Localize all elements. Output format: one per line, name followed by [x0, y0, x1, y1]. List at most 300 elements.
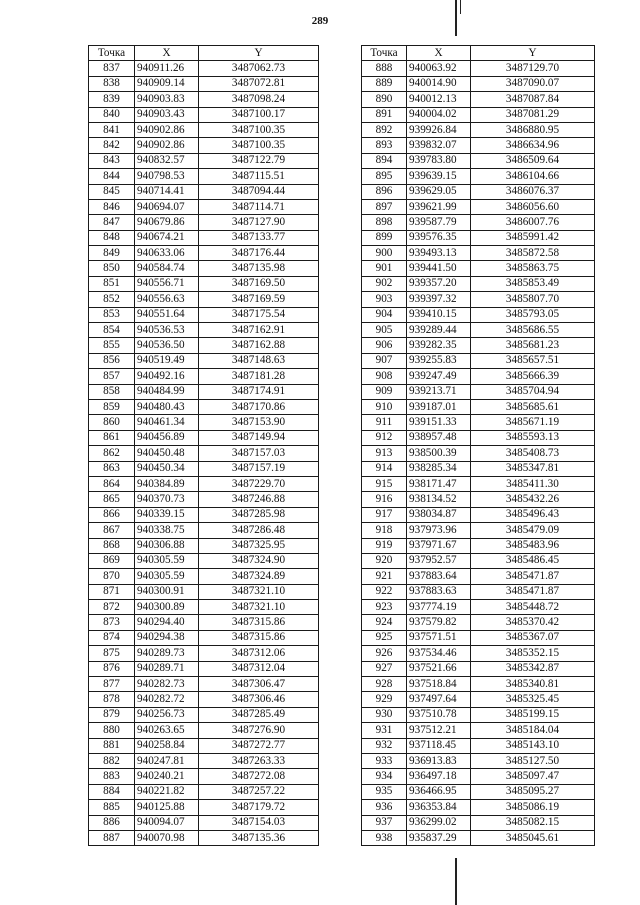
cell-x: 939289.44 — [407, 323, 471, 338]
cell-y: 3487169.59 — [199, 292, 319, 307]
table-row — [362, 692, 595, 707]
cell-x: 940480.43 — [135, 399, 199, 414]
cell-x: 940902.86 — [135, 138, 199, 153]
cell-y: 3485082.15 — [471, 815, 595, 830]
header-point: Точка — [362, 46, 407, 61]
cell-point: 880 — [89, 723, 135, 738]
table-row — [362, 661, 595, 676]
cell-point: 874 — [89, 630, 135, 645]
cell-x: 936497.18 — [407, 769, 471, 784]
cell-point: 893 — [362, 138, 407, 153]
cell-x: 940384.89 — [135, 476, 199, 491]
cell-point: 868 — [89, 538, 135, 553]
cell-point: 914 — [362, 461, 407, 476]
cell-point: 924 — [362, 615, 407, 630]
cell-point: 853 — [89, 307, 135, 322]
cell-point: 925 — [362, 630, 407, 645]
cell-point: 901 — [362, 261, 407, 276]
cell-y: 3487087.84 — [471, 92, 595, 107]
cell-y: 3487312.04 — [199, 661, 319, 676]
cell-x: 940305.59 — [135, 569, 199, 584]
cell-y: 3485342.87 — [471, 661, 595, 676]
table-row — [89, 107, 319, 122]
cell-x: 939783.80 — [407, 153, 471, 168]
cell-y: 3485045.61 — [471, 830, 595, 845]
cell-y: 3485681.23 — [471, 338, 595, 353]
cell-y: 3485471.87 — [471, 584, 595, 599]
cell-y: 3487306.46 — [199, 692, 319, 707]
table-row — [362, 230, 595, 245]
cell-y: 3487174.91 — [199, 384, 319, 399]
cell-y: 3487133.77 — [199, 230, 319, 245]
cell-point: 906 — [362, 338, 407, 353]
cell-y: 3487090.07 — [471, 76, 595, 91]
cell-point: 872 — [89, 600, 135, 615]
cell-y: 3487098.24 — [199, 92, 319, 107]
table-row — [89, 461, 319, 476]
cell-point: 935 — [362, 784, 407, 799]
cell-point: 881 — [89, 738, 135, 753]
cell-point: 854 — [89, 323, 135, 338]
cell-x: 940492.16 — [135, 369, 199, 384]
cell-y: 3485853.49 — [471, 276, 595, 291]
cell-point: 838 — [89, 76, 135, 91]
table-row — [89, 800, 319, 815]
cell-y: 3485199.15 — [471, 707, 595, 722]
cell-x: 938134.52 — [407, 492, 471, 507]
table-row — [89, 677, 319, 692]
cell-x: 940903.43 — [135, 107, 199, 122]
cell-y: 3487149.94 — [199, 430, 319, 445]
table-row — [362, 584, 595, 599]
cell-point: 922 — [362, 584, 407, 599]
table-row — [362, 292, 595, 307]
page-number: 289 — [311, 15, 329, 27]
table-row — [362, 707, 595, 722]
cell-x: 940911.26 — [135, 61, 199, 76]
table-row — [89, 153, 319, 168]
table-row — [89, 230, 319, 245]
table-row — [89, 122, 319, 137]
cell-x: 940306.88 — [135, 538, 199, 553]
table-row — [89, 292, 319, 307]
header-y: Y — [471, 46, 595, 61]
table-row — [89, 692, 319, 707]
cell-y: 3485686.55 — [471, 323, 595, 338]
cell-x: 940584.74 — [135, 261, 199, 276]
table-row — [362, 415, 595, 430]
cell-y: 3485127.50 — [471, 753, 595, 768]
cell-y: 3487081.29 — [471, 107, 595, 122]
cell-y: 3487306.47 — [199, 677, 319, 692]
cell-y: 3485352.15 — [471, 646, 595, 661]
cell-point: 875 — [89, 646, 135, 661]
table-row — [89, 261, 319, 276]
cell-x: 937774.19 — [407, 600, 471, 615]
cell-point: 850 — [89, 261, 135, 276]
cell-y: 3485367.07 — [471, 630, 595, 645]
cell-x: 939629.05 — [407, 184, 471, 199]
cell-x: 940694.07 — [135, 199, 199, 214]
cell-y: 3485086.19 — [471, 800, 595, 815]
cell-y: 3487315.86 — [199, 615, 319, 630]
cell-y: 3487122.79 — [199, 153, 319, 168]
header-y: Y — [199, 46, 319, 61]
table-row — [89, 61, 319, 76]
table-row — [362, 76, 595, 91]
cell-point: 902 — [362, 276, 407, 291]
cell-y: 3485479.09 — [471, 523, 595, 538]
table-row — [362, 507, 595, 522]
cell-point: 895 — [362, 169, 407, 184]
cell-y: 3485666.39 — [471, 369, 595, 384]
cell-point: 840 — [89, 107, 135, 122]
cell-y: 3485685.61 — [471, 399, 595, 414]
cell-x: 937510.78 — [407, 707, 471, 722]
table-row — [89, 276, 319, 291]
cell-x: 940240.21 — [135, 769, 199, 784]
table-row — [362, 138, 595, 153]
cell-point: 856 — [89, 353, 135, 368]
cell-x: 937518.84 — [407, 677, 471, 692]
cell-x: 939587.79 — [407, 215, 471, 230]
cell-y: 3485863.75 — [471, 261, 595, 276]
cell-point: 916 — [362, 492, 407, 507]
cell-point: 913 — [362, 446, 407, 461]
cell-y: 3485657.51 — [471, 353, 595, 368]
table-row — [362, 492, 595, 507]
cell-y: 3487272.77 — [199, 738, 319, 753]
cell-y: 3487114.71 — [199, 199, 319, 214]
cell-point: 887 — [89, 830, 135, 845]
table-row — [89, 815, 319, 830]
table-row — [362, 615, 595, 630]
cell-x: 940294.38 — [135, 630, 199, 645]
table-row — [89, 446, 319, 461]
cell-y: 3485325.45 — [471, 692, 595, 707]
cell-x: 940798.53 — [135, 169, 199, 184]
cell-x: 935837.29 — [407, 830, 471, 845]
table-row — [362, 153, 595, 168]
table-row — [89, 553, 319, 568]
binding-mark-top-thin — [460, 0, 461, 14]
table-row — [362, 600, 595, 615]
cell-y: 3485411.30 — [471, 476, 595, 491]
cell-x: 940633.06 — [135, 246, 199, 261]
table-row — [362, 569, 595, 584]
cell-x: 940450.34 — [135, 461, 199, 476]
cell-point: 918 — [362, 523, 407, 538]
cell-y: 3485704.94 — [471, 384, 595, 399]
table-row — [362, 646, 595, 661]
cell-point: 931 — [362, 723, 407, 738]
table-row — [89, 584, 319, 599]
table-row — [89, 753, 319, 768]
cell-point: 898 — [362, 215, 407, 230]
coordinates-table-right — [361, 45, 595, 846]
table-row — [362, 769, 595, 784]
header-x: X — [407, 46, 471, 61]
cell-y: 3487148.63 — [199, 353, 319, 368]
table-row — [89, 199, 319, 214]
cell-point: 864 — [89, 476, 135, 491]
cell-x: 940679.86 — [135, 215, 199, 230]
cell-x: 940338.75 — [135, 523, 199, 538]
table-row — [362, 523, 595, 538]
cell-y: 3487312.06 — [199, 646, 319, 661]
cell-point: 858 — [89, 384, 135, 399]
cell-y: 3487321.10 — [199, 584, 319, 599]
cell-y: 3487246.88 — [199, 492, 319, 507]
cell-y: 3485184.04 — [471, 723, 595, 738]
cell-y: 3487162.91 — [199, 323, 319, 338]
cell-y: 3487263.33 — [199, 753, 319, 768]
cell-point: 877 — [89, 677, 135, 692]
cell-y: 3485095.27 — [471, 784, 595, 799]
table-row — [89, 215, 319, 230]
cell-x: 938034.87 — [407, 507, 471, 522]
cell-point: 936 — [362, 800, 407, 815]
cell-point: 890 — [362, 92, 407, 107]
cell-point: 867 — [89, 523, 135, 538]
cell-y: 3487325.95 — [199, 538, 319, 553]
cell-y: 3487157.03 — [199, 446, 319, 461]
cell-x: 939247.49 — [407, 369, 471, 384]
cell-point: 892 — [362, 122, 407, 137]
cell-point: 929 — [362, 692, 407, 707]
cell-y: 3487181.28 — [199, 369, 319, 384]
cell-y: 3486056.60 — [471, 199, 595, 214]
table-row — [89, 769, 319, 784]
cell-x: 936299.02 — [407, 815, 471, 830]
cell-x: 940714.41 — [135, 184, 199, 199]
cell-y: 3485347.81 — [471, 461, 595, 476]
cell-point: 861 — [89, 430, 135, 445]
table-header-row — [362, 46, 595, 61]
cell-x: 939357.20 — [407, 276, 471, 291]
table-row — [362, 784, 595, 799]
cell-point: 889 — [362, 76, 407, 91]
cell-y: 3485448.72 — [471, 600, 595, 615]
cell-y: 3486634.96 — [471, 138, 595, 153]
cell-point: 878 — [89, 692, 135, 707]
cell-x: 937883.64 — [407, 569, 471, 584]
cell-point: 871 — [89, 584, 135, 599]
table-row — [89, 738, 319, 753]
cell-y: 3485593.13 — [471, 430, 595, 445]
cell-x: 939926.84 — [407, 122, 471, 137]
table-row — [362, 107, 595, 122]
cell-point: 873 — [89, 615, 135, 630]
cell-x: 940519.49 — [135, 353, 199, 368]
cell-x: 940070.98 — [135, 830, 199, 845]
table-row — [362, 61, 595, 76]
cell-x: 940289.71 — [135, 661, 199, 676]
table-row — [362, 169, 595, 184]
cell-y: 3487062.73 — [199, 61, 319, 76]
cell-y: 3487175.54 — [199, 307, 319, 322]
cell-point: 897 — [362, 199, 407, 214]
cell-x: 939639.15 — [407, 169, 471, 184]
table-row — [362, 461, 595, 476]
cell-point: 839 — [89, 92, 135, 107]
cell-point: 841 — [89, 122, 135, 137]
table-row — [89, 784, 319, 799]
cell-point: 923 — [362, 600, 407, 615]
cell-point: 912 — [362, 430, 407, 445]
cell-x: 937883.63 — [407, 584, 471, 599]
cell-x: 940903.83 — [135, 92, 199, 107]
cell-y: 3487286.48 — [199, 523, 319, 538]
table-row — [89, 723, 319, 738]
table-row — [362, 553, 595, 568]
cell-point: 938 — [362, 830, 407, 845]
cell-y: 3487176.44 — [199, 246, 319, 261]
table-row — [362, 446, 595, 461]
table-row — [89, 492, 319, 507]
cell-x: 937512.21 — [407, 723, 471, 738]
cell-y: 3487272.08 — [199, 769, 319, 784]
cell-x: 940556.63 — [135, 292, 199, 307]
binding-mark-bottom — [455, 858, 457, 905]
cell-y: 3486509.64 — [471, 153, 595, 168]
cell-point: 883 — [89, 769, 135, 784]
cell-y: 3486880.95 — [471, 122, 595, 137]
cell-x: 940094.07 — [135, 815, 199, 830]
cell-point: 932 — [362, 738, 407, 753]
cell-point: 882 — [89, 753, 135, 768]
table-row — [362, 122, 595, 137]
cell-y: 3487324.89 — [199, 569, 319, 584]
cell-y: 3487169.50 — [199, 276, 319, 291]
table-row — [362, 815, 595, 830]
cell-y: 3485340.81 — [471, 677, 595, 692]
table-row — [89, 138, 319, 153]
cell-x: 937521.66 — [407, 661, 471, 676]
cell-point: 926 — [362, 646, 407, 661]
cell-point: 917 — [362, 507, 407, 522]
cell-y: 3485370.42 — [471, 615, 595, 630]
table-row — [362, 723, 595, 738]
cell-x: 940305.59 — [135, 553, 199, 568]
cell-x: 940289.73 — [135, 646, 199, 661]
cell-x: 936913.83 — [407, 753, 471, 768]
cell-point: 842 — [89, 138, 135, 153]
cell-point: 859 — [89, 399, 135, 414]
table-row — [89, 399, 319, 414]
cell-x: 940536.50 — [135, 338, 199, 353]
cell-x: 937579.82 — [407, 615, 471, 630]
table-row — [89, 307, 319, 322]
cell-x: 937952.57 — [407, 553, 471, 568]
cell-point: 863 — [89, 461, 135, 476]
table-row — [89, 600, 319, 615]
cell-y: 3487229.70 — [199, 476, 319, 491]
header-point: Точка — [89, 46, 135, 61]
cell-point: 903 — [362, 292, 407, 307]
cell-point: 884 — [89, 784, 135, 799]
cell-point: 845 — [89, 184, 135, 199]
cell-point: 852 — [89, 292, 135, 307]
cell-point: 915 — [362, 476, 407, 491]
cell-x: 937497.64 — [407, 692, 471, 707]
cell-y: 3487072.81 — [199, 76, 319, 91]
cell-x: 940536.53 — [135, 323, 199, 338]
cell-point: 866 — [89, 507, 135, 522]
cell-point: 910 — [362, 399, 407, 414]
cell-y: 3487285.98 — [199, 507, 319, 522]
cell-point: 837 — [89, 61, 135, 76]
cell-point: 934 — [362, 769, 407, 784]
table-row — [89, 384, 319, 399]
cell-point: 886 — [89, 815, 135, 830]
cell-x: 937118.45 — [407, 738, 471, 753]
cell-y: 3485471.87 — [471, 569, 595, 584]
table-row — [362, 830, 595, 845]
cell-x: 937534.46 — [407, 646, 471, 661]
table-row — [362, 246, 595, 261]
table-row — [89, 169, 319, 184]
cell-x: 940063.92 — [407, 61, 471, 76]
cell-y: 3487100.17 — [199, 107, 319, 122]
cell-point: 860 — [89, 415, 135, 430]
cell-point: 843 — [89, 153, 135, 168]
table-row — [89, 538, 319, 553]
cell-y: 3487170.86 — [199, 399, 319, 414]
table-row — [362, 184, 595, 199]
table-row — [362, 338, 595, 353]
cell-y: 3487179.72 — [199, 800, 319, 815]
cell-x: 940012.13 — [407, 92, 471, 107]
cell-y: 3485496.43 — [471, 507, 595, 522]
table-row — [89, 369, 319, 384]
cell-y: 3485432.26 — [471, 492, 595, 507]
cell-point: 930 — [362, 707, 407, 722]
cell-y: 3487257.22 — [199, 784, 319, 799]
cell-x: 940258.84 — [135, 738, 199, 753]
cell-x: 939621.99 — [407, 199, 471, 214]
cell-point: 857 — [89, 369, 135, 384]
table-row — [89, 569, 319, 584]
table-row — [89, 523, 319, 538]
table-row — [89, 92, 319, 107]
cell-x: 940551.64 — [135, 307, 199, 322]
cell-x: 940221.82 — [135, 784, 199, 799]
cell-y: 3487129.70 — [471, 61, 595, 76]
cell-x: 938171.47 — [407, 476, 471, 491]
cell-x: 939410.15 — [407, 307, 471, 322]
cell-x: 940456.89 — [135, 430, 199, 445]
cell-y: 3485143.10 — [471, 738, 595, 753]
cell-y: 3487154.03 — [199, 815, 319, 830]
cell-y: 3487324.90 — [199, 553, 319, 568]
table-row — [89, 646, 319, 661]
table-row — [362, 92, 595, 107]
table-row — [362, 215, 595, 230]
cell-x: 938500.39 — [407, 446, 471, 461]
table-body-right — [362, 61, 595, 846]
cell-point: 904 — [362, 307, 407, 322]
cell-y: 3485486.45 — [471, 553, 595, 568]
table-row — [362, 307, 595, 322]
cell-y: 3487135.36 — [199, 830, 319, 845]
table-header-row — [89, 46, 319, 61]
cell-point: 905 — [362, 323, 407, 338]
cell-x: 940450.48 — [135, 446, 199, 461]
cell-y: 3487100.35 — [199, 138, 319, 153]
table-row — [362, 369, 595, 384]
table-row — [89, 246, 319, 261]
